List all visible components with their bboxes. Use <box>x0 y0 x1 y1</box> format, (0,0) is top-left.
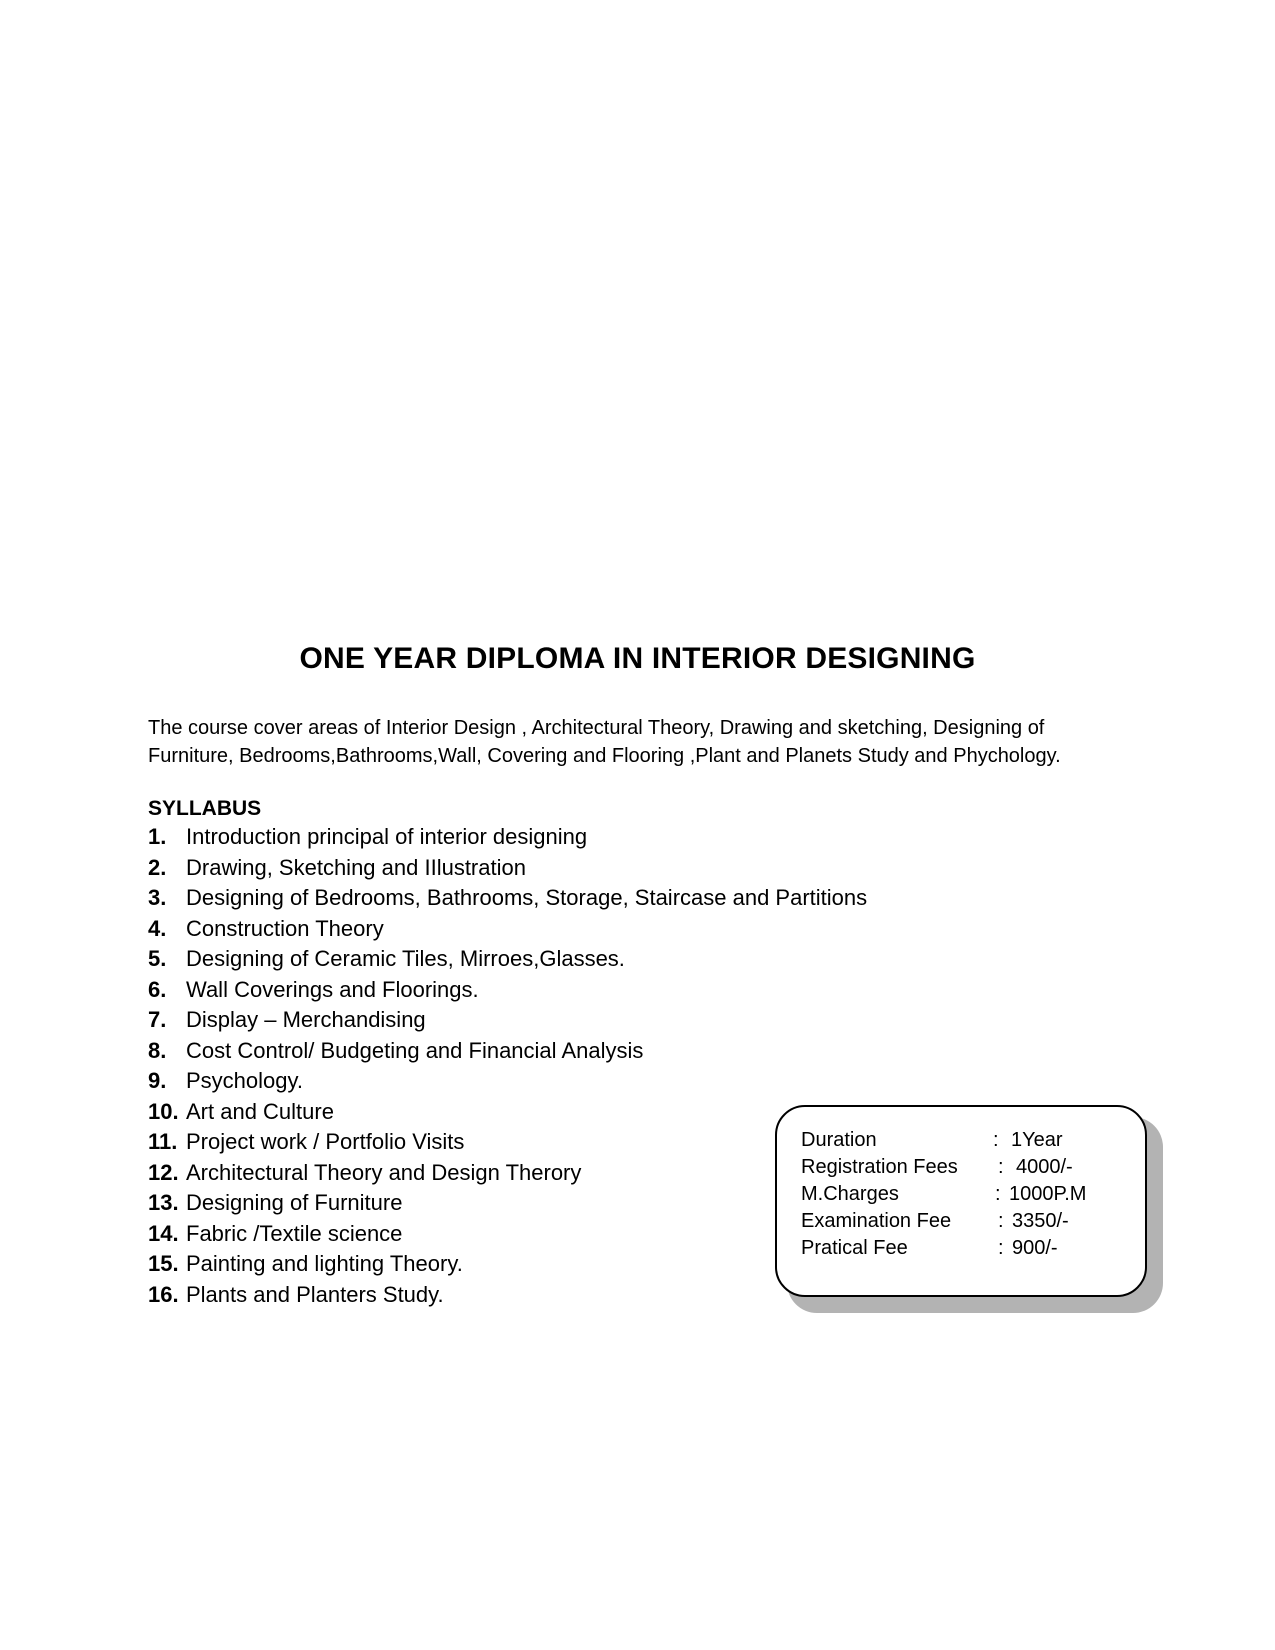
syllabus-item-number: 7. <box>148 1007 167 1032</box>
fee-colon: : <box>995 1183 1001 1205</box>
syllabus-item-number: 11. <box>148 1129 178 1154</box>
syllabus-item <box>148 1036 867 1067</box>
syllabus-item <box>148 944 867 975</box>
syllabus-item <box>148 1280 867 1311</box>
syllabus-heading: SYLLABUS <box>148 797 262 820</box>
fee-label: Examination Fee <box>801 1210 952 1232</box>
syllabus-item <box>148 1097 867 1128</box>
syllabus-item-number: 9. <box>148 1068 167 1093</box>
fee-details-box <box>775 1105 1147 1297</box>
syllabus-item <box>148 975 867 1006</box>
fee-row-duration <box>801 1127 1063 1154</box>
syllabus-item-text: Plants and Planters Study. <box>186 1281 444 1307</box>
fee-label: M.Charges <box>801 1183 899 1205</box>
fee-row-monthly-charges <box>801 1181 1087 1208</box>
course-description-line: The course cover areas of Interior Design , Architectural Theory, Drawing and sketching, Designing of <box>148 717 1045 739</box>
fee-value: 900/- <box>1012 1237 1058 1259</box>
fee-value: 1Year <box>1011 1129 1063 1151</box>
fee-value: 3350/- <box>1012 1210 1069 1232</box>
syllabus-item-text: Construction Theory <box>186 915 384 941</box>
syllabus-item <box>148 1158 867 1189</box>
syllabus-item-text: Fabric /Textile science <box>186 1220 403 1246</box>
course-description <box>148 714 1148 770</box>
syllabus-item-number: 3. <box>148 885 167 910</box>
syllabus-item-text: Art and Culture <box>186 1098 334 1124</box>
syllabus-item-number: 5. <box>148 946 167 971</box>
syllabus-item <box>148 853 867 884</box>
fee-label: Duration <box>801 1129 877 1151</box>
syllabus-item <box>148 822 867 853</box>
page-title: ONE YEAR DIPLOMA IN INTERIOR DESIGNING <box>299 642 976 675</box>
syllabus-item <box>148 1127 867 1158</box>
syllabus-item-text: Painting and lighting Theory. <box>186 1251 463 1276</box>
syllabus-item-number: 6. <box>148 976 167 1002</box>
syllabus-item-number: 16. <box>148 1281 179 1307</box>
fee-colon: : <box>998 1156 1004 1178</box>
syllabus-item-number: 13. <box>148 1190 179 1215</box>
syllabus-item-text: Wall Coverings and Floorings. <box>186 976 479 1002</box>
syllabus-item-text: Designing of Ceramic Tiles, Mirroes,Glasses. <box>186 946 625 971</box>
syllabus-item-number: 10. <box>148 1098 179 1124</box>
syllabus-item-text: Designing of Bedrooms, Bathrooms, Storage, Staircase and Partitions <box>186 885 868 910</box>
syllabus-item-text: Project work / Portfolio Visits <box>186 1129 465 1154</box>
syllabus-item-number: 15. <box>148 1251 179 1276</box>
syllabus-item-number: 1. <box>148 824 167 849</box>
syllabus-item-text: Architectural Theory and Design Therory <box>186 1159 582 1185</box>
fee-row-examination <box>801 1208 1069 1235</box>
fee-value: 1000P.M <box>1009 1183 1087 1205</box>
syllabus-item <box>148 1188 867 1219</box>
syllabus-item-text: Drawing, Sketching and IIlustration <box>186 854 526 880</box>
fee-value: 4000/- <box>1016 1156 1073 1178</box>
fee-colon: : <box>993 1129 999 1151</box>
fee-label: Pratical Fee <box>801 1237 908 1259</box>
syllabus-item-number: 14. <box>148 1220 179 1246</box>
syllabus-item-text: Display – Merchandising <box>186 1007 426 1032</box>
syllabus-item-text: Psychology. <box>186 1068 303 1093</box>
syllabus-item <box>148 1066 867 1097</box>
syllabus-list <box>148 822 867 1310</box>
fee-colon: : <box>998 1237 1004 1259</box>
fee-label: Registration Fees <box>801 1156 958 1178</box>
fee-colon: : <box>998 1210 1004 1232</box>
syllabus-item <box>148 1219 867 1250</box>
course-description-line: Furniture, Bedrooms,Bathrooms,Wall, Covering and Flooring ,Plant and Planets Study and Phychology. <box>148 745 1061 767</box>
syllabus-item <box>148 1249 867 1280</box>
syllabus-item <box>148 883 867 914</box>
fee-row-registration <box>801 1154 1073 1181</box>
syllabus-item-text: Designing of Furniture <box>186 1190 403 1215</box>
fee-row-practical <box>801 1235 1058 1262</box>
syllabus-item <box>148 914 867 945</box>
syllabus-item-number: 4. <box>148 915 167 941</box>
syllabus-item-number: 2. <box>148 854 167 880</box>
syllabus-item-number: 8. <box>148 1037 167 1063</box>
syllabus-item-text: Cost Control/ Budgeting and Financial Analysis <box>186 1037 644 1063</box>
syllabus-item-number: 12. <box>148 1159 179 1185</box>
syllabus-item <box>148 1005 867 1036</box>
syllabus-item-text: Introduction principal of interior designing <box>186 824 588 849</box>
